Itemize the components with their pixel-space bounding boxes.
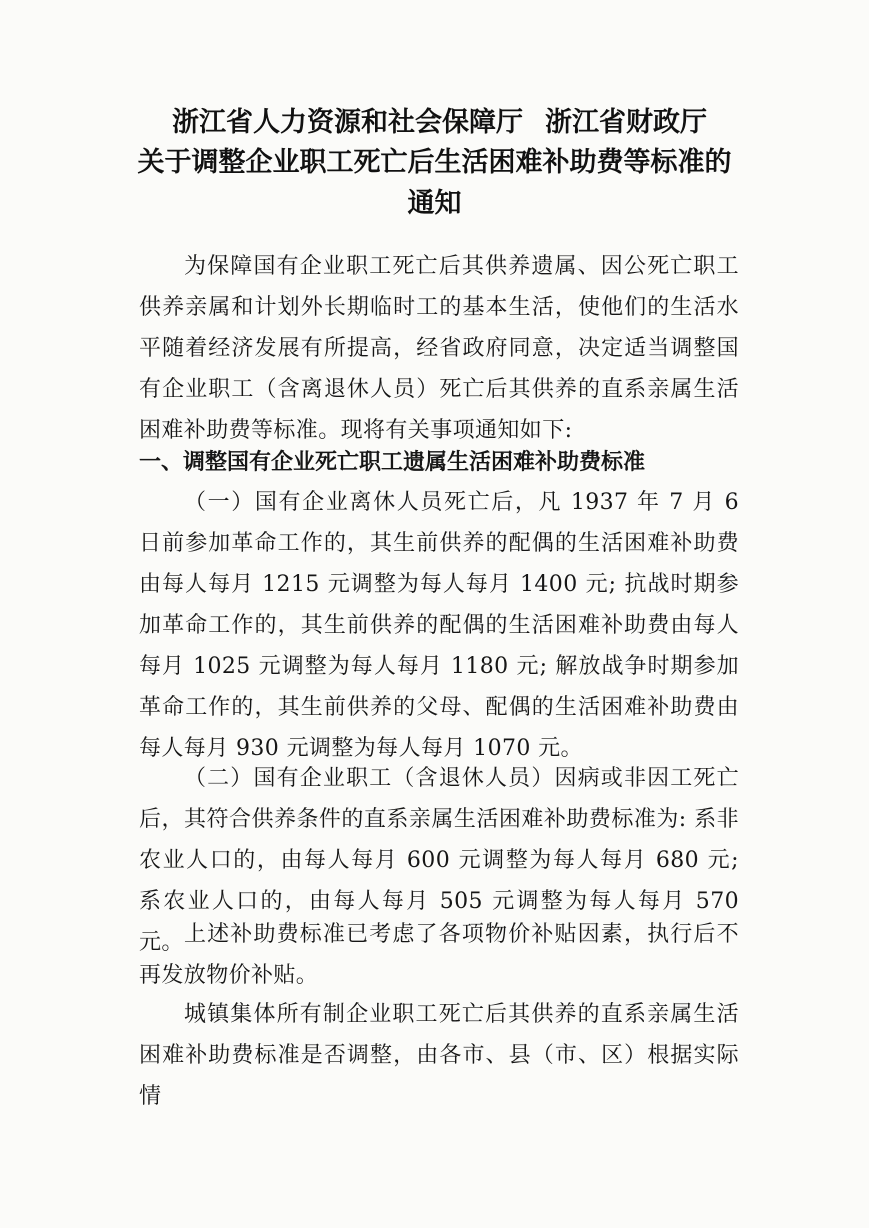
issuer-hrss: 浙江省人力资源和社会保障厅 [172,107,523,138]
document-title-line-2: 关于调整企业职工死亡后生活困难补助费等标准的 [137,147,732,178]
section-1-heading: 一、调整国有企业死亡职工遗属生活困难补助费标准 [139,450,646,475]
intro-paragraph: 为保障国有企业职工死亡后其供养遗属、因公死亡职工供养亲属和计划外长期临时工的基本生活，使他们的生活水平随着经济发展有所提高，经省政府同意，决定适当调整国有企业职工（含离退休人员）死亡后其供养的直系亲属生活困难补助费等标准。现将有关事项通知如下: [139,254,739,443]
document-title-line-1 [0,103,869,143]
paragraph-1: （一）国有企业离休人员死亡后，凡 1937 年 7 月 6 日前参加革命工作的，其生前供养的配偶的生活困难补助费由每人每月 1215 元调整为每人每月 1400 元; 抗战时期参加革命工作的，其生前供养的配偶的生活困难补助费由每人每月 1025 元调整为每人每月 1180 元; 解放战争时期参加革命工作的，其生前供养的父母、配偶的生活困难补助费由每人每月 930 元调整为每人每月 1070 元。 [139,490,739,761]
paragraph-2: （二）国有企业职工（含退休人员）因病或非因工死亡后，其符合供养条件的直系亲属生活困难补助费标准为: 系非农业人口的，由每人每月 600 元调整为每人每月 680 元; 系农业人口的，由每人每月 505 元调整为每人每月 570 元。 [139,766,739,955]
paragraph-3: 上述补助费标准已考虑了各项物价补贴因素，执行后不再发放物价补贴。 [139,922,739,988]
paragraph-4: 城镇集体所有制企业职工死亡后其供养的直系亲属生活困难补助费标准是否调整，由各市、县（市、区）根据实际情 [139,1002,739,1109]
issuer-finance: 浙江省财政厅 [545,107,707,138]
document-title-line-3: 通知 [407,188,462,219]
